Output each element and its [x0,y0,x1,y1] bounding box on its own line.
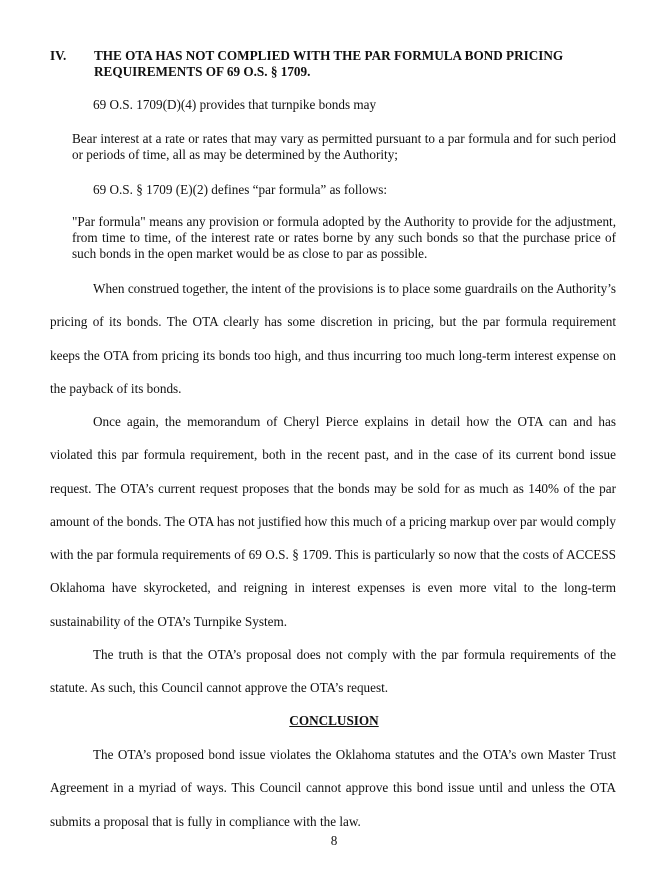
section-title: THE OTA HAS NOT COMPLIED WITH THE PAR FORMULA BOND PRICING REQUIREMENTS OF 69 O.S. § 1709. [94,48,564,79]
statute-intro-2: 69 O.S. § 1709 (E)(2) defines “par formula” as follows: [93,182,388,197]
statute-intro-1: 69 O.S. 1709(D)(4) provides that turnpike bonds may [93,97,377,112]
body-paragraph-3: The truth is that the OTA’s proposal does not comply with the par formula requirements of the statute. As such, this Council cannot approve the OTA’s request. [50,647,616,696]
block-quote-1: Bear interest at a rate or rates that may vary as permitted pursuant to a par formula and for such period or periods of time, all as may be determined by the Authority; [72,131,616,162]
block-quote-2: "Par formula" means any provision or formula adopted by the Authority to provide for the adjustment, from time to time, of the interest rate or rates borne by any such bonds so that the purchase price of such bonds in the open market would be as close to par as possible. [72,214,616,261]
conclusion-paragraph: The OTA’s proposed bond issue violates the Oklahoma statutes and the OTA’s own Master Trust Agreement in a myriad of ways. This Council cannot approve this bond issue until and unless the OTA submits a proposal that is fully in compliance with the law. [50,747,616,829]
body-paragraph-2: Once again, the memorandum of Cheryl Pierce explains in detail how the OTA can and has violated this par formula requirement, both in the recent past, and in the case of its current bond issue request. The OTA’s current request proposes that the bonds may be sold for as much as 140% of the par amount of the bonds. The OTA has not justified how this much of a pricing markup over par would comply with the par formula requirements of 69 O.S. § 1709. This is particularly so now that the costs of ACCESS Oklahoma have skyrocketed, and reigning in interest expenses is even more vital to the long-term sustainability of the OTA’s Turnpike System. [50,414,616,629]
conclusion-heading: CONCLUSION [289,713,379,728]
page-number: 8 [330,833,338,848]
section-number: IV. [50,48,67,63]
body-paragraph-1: When construed together, the intent of the provisions is to place some guardrails on the Authority’s pricing of its bonds. The OTA clearly has some discretion in pricing, but the par formula requirement keeps the OTA from pricing its bonds too high, and thus incurring too much long-term interest expense on the payback of its bonds. [50,281,616,396]
